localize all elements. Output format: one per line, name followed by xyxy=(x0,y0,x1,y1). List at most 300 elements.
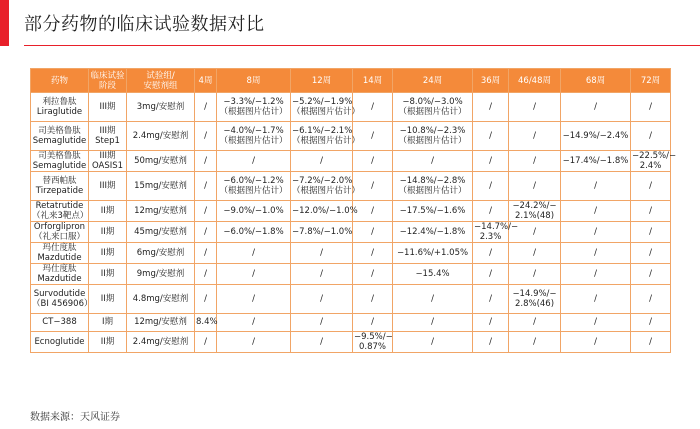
cell-text: / xyxy=(649,317,652,328)
column-header-text: 24周 xyxy=(422,75,443,86)
table-cell xyxy=(509,331,561,352)
table-cell xyxy=(561,151,631,172)
table-cell xyxy=(393,285,473,314)
table-cell xyxy=(195,201,217,222)
cell-text: / xyxy=(533,317,536,328)
cell-text: −12.0%/−1.0% xyxy=(292,206,358,216)
table-cell xyxy=(89,264,127,285)
drug-name-cell xyxy=(31,222,89,243)
table-cell xyxy=(217,314,291,332)
table-row xyxy=(31,122,671,151)
cell-text: / xyxy=(371,227,374,237)
column-header-text: 试验组/ xyxy=(146,70,175,81)
cell-text: / xyxy=(252,269,255,279)
cell-text: III期 xyxy=(99,181,116,191)
table-cell xyxy=(473,331,509,352)
cell-text: Mazdutide xyxy=(37,253,82,263)
table-cell xyxy=(217,172,291,201)
column-header-text: 阶段 xyxy=(98,80,116,91)
table-cell xyxy=(89,314,127,332)
table-cell xyxy=(195,151,217,172)
column-header-text: 临床试验 xyxy=(90,70,125,81)
column-header-text: 46/48周 xyxy=(518,75,551,86)
table-cell xyxy=(631,172,671,201)
cell-text: / xyxy=(594,294,597,304)
table-cell xyxy=(195,222,217,243)
table-cell xyxy=(217,222,291,243)
cell-text: −8.0%/−3.0% xyxy=(402,97,463,107)
cell-text: Orforglipron xyxy=(33,222,86,232)
table-cell xyxy=(393,201,473,222)
cell-text: / xyxy=(371,206,374,216)
cell-text: −14.9%/−2.4% xyxy=(562,131,629,141)
table-cell xyxy=(353,151,393,172)
cell-text: / xyxy=(489,294,492,304)
cell-text: / xyxy=(320,317,323,328)
cell-text: / xyxy=(489,131,492,141)
cell-text: −9.0%/−1.0% xyxy=(223,206,284,216)
table-cell xyxy=(217,93,291,122)
table-cell xyxy=(509,201,561,222)
table-cell xyxy=(393,151,473,172)
cell-text: / xyxy=(204,181,207,191)
cell-text: / xyxy=(204,206,207,216)
cell-text: 12mg/安慰剂 xyxy=(134,317,187,328)
cell-text: / xyxy=(204,131,207,141)
cell-text: 2.3% xyxy=(479,232,502,242)
table-cell xyxy=(473,285,509,314)
cell-text: Mazdutide xyxy=(37,274,82,284)
cell-text: / xyxy=(533,102,536,112)
cell-text: （根据图片估计） xyxy=(219,136,288,146)
cell-text: Semaglutide xyxy=(32,136,87,146)
table-cell xyxy=(195,122,217,151)
drug-name-cell xyxy=(31,331,89,352)
table-cell xyxy=(393,243,473,264)
table-cell xyxy=(89,331,127,352)
table-row xyxy=(31,243,671,264)
column-header-text: 36周 xyxy=(480,75,501,86)
cell-text: （根据图片估计） xyxy=(398,186,467,196)
table-cell xyxy=(217,122,291,151)
table-cell xyxy=(217,243,291,264)
cell-text: / xyxy=(533,269,536,279)
cell-text: / xyxy=(371,317,374,328)
table-cell xyxy=(561,314,631,332)
table-cell xyxy=(561,93,631,122)
table-cell xyxy=(631,243,671,264)
cell-text: / xyxy=(252,317,255,328)
column-header xyxy=(89,69,127,93)
cell-text: −14.8%/−2.8% xyxy=(399,176,466,186)
table-cell xyxy=(89,172,127,201)
table-cell xyxy=(353,314,393,332)
cell-text: III期 xyxy=(99,151,116,161)
cell-text: Step1 xyxy=(95,136,120,146)
cell-text: / xyxy=(533,181,536,191)
table-cell xyxy=(217,285,291,314)
cell-text: 2.4mg/安慰剂 xyxy=(132,131,189,141)
cell-text: −6.0%/−1.2% xyxy=(223,176,284,186)
table-cell xyxy=(509,314,561,332)
cell-text: −9.5%/− xyxy=(354,331,393,342)
table-row xyxy=(31,151,671,172)
cell-text: 玛仕度肽 xyxy=(42,243,77,253)
cell-text: / xyxy=(204,336,207,347)
table-cell xyxy=(291,243,353,264)
table-cell xyxy=(473,93,509,122)
cell-text: / xyxy=(371,131,374,141)
drug-name-cell xyxy=(31,264,89,285)
column-header-text: 12周 xyxy=(311,75,332,86)
cell-text: 3mg/安慰剂 xyxy=(136,102,185,112)
table-cell xyxy=(89,151,127,172)
cell-text: Ecnoglutide xyxy=(34,336,85,347)
table-cell xyxy=(127,331,195,352)
table-cell xyxy=(89,201,127,222)
table-cell xyxy=(631,264,671,285)
cell-text: / xyxy=(649,336,652,347)
cell-text: −24.2%/− xyxy=(512,201,557,211)
cell-text: 45mg/安慰剂 xyxy=(134,227,187,237)
cell-text: / xyxy=(489,156,492,166)
table-cell xyxy=(195,172,217,201)
cell-text: / xyxy=(320,248,323,258)
table-cell xyxy=(561,264,631,285)
drug-name-cell xyxy=(31,285,93,314)
table-cell xyxy=(127,243,195,264)
table-cell xyxy=(127,222,195,243)
table-cell xyxy=(89,222,127,243)
table-cell xyxy=(631,314,671,332)
drug-name-cell xyxy=(31,243,89,264)
cell-text: −10.8%/−2.3% xyxy=(399,126,466,136)
cell-text: / xyxy=(252,156,255,166)
cell-text: −5.2%/−1.9% xyxy=(292,97,353,107)
table-cell xyxy=(393,314,473,332)
cell-text: III期 xyxy=(99,102,116,112)
cell-text: / xyxy=(320,269,323,279)
drug-name-cell xyxy=(31,93,89,122)
cell-text: 8.4% xyxy=(196,317,218,328)
column-header xyxy=(291,69,353,93)
table-cell xyxy=(217,264,291,285)
cell-text: I期 xyxy=(101,317,113,328)
table-cell xyxy=(561,201,631,222)
table-cell xyxy=(127,172,195,201)
cell-text: −6.1%/−2.1% xyxy=(292,126,353,136)
table-cell xyxy=(353,285,393,314)
cell-text: / xyxy=(204,269,207,279)
table-cell xyxy=(561,243,631,264)
table-cell xyxy=(353,222,393,243)
table-cell xyxy=(217,331,291,352)
table-header-row xyxy=(31,69,671,93)
cell-text: −22.5%/− xyxy=(632,151,677,161)
cell-text: / xyxy=(252,248,255,258)
cell-text: II期 xyxy=(100,206,115,216)
table-cell xyxy=(291,331,353,352)
cell-text: / xyxy=(594,269,597,279)
cell-text: / xyxy=(649,248,652,258)
table-cell xyxy=(127,314,195,332)
cell-text: （根据图片估计） xyxy=(292,186,361,196)
table-cell xyxy=(509,264,561,285)
column-header xyxy=(631,69,671,93)
cell-text: −3.3%/−1.2% xyxy=(223,97,284,107)
column-header-text: 8周 xyxy=(246,75,261,86)
cell-text: / xyxy=(649,102,652,112)
cell-text: （根据图片估计） xyxy=(292,136,361,146)
column-header-text: 安慰剂组 xyxy=(143,80,178,91)
table-cell xyxy=(631,93,671,122)
table-cell xyxy=(473,122,509,151)
cell-text: / xyxy=(489,317,492,328)
table-cell xyxy=(509,122,561,151)
table-row xyxy=(31,264,671,285)
table-cell xyxy=(473,222,519,243)
cell-text: Retatrutide xyxy=(35,201,84,211)
table-cell xyxy=(631,122,671,151)
cell-text: / xyxy=(649,227,652,237)
table-cell xyxy=(561,222,631,243)
table-cell xyxy=(509,172,561,201)
cell-text: / xyxy=(649,269,652,279)
cell-text: −17.5%/−1.6% xyxy=(399,206,466,216)
cell-text: / xyxy=(594,206,597,216)
table-cell xyxy=(393,331,473,352)
data-source-note: 数据来源：天风证券 xyxy=(30,412,120,423)
cell-text: / xyxy=(533,336,536,347)
table-cell xyxy=(509,243,561,264)
cell-text: / xyxy=(371,248,374,258)
cell-text: / xyxy=(594,181,597,191)
table-cell xyxy=(195,264,217,285)
cell-text: / xyxy=(489,336,492,347)
table-cell xyxy=(127,264,195,285)
cell-text: / xyxy=(649,294,652,304)
table-row xyxy=(31,222,671,243)
cell-text: （根据图片估计） xyxy=(219,107,288,117)
cell-text: Semaglutide xyxy=(32,161,87,171)
table-cell xyxy=(631,285,671,314)
table-cell xyxy=(291,285,353,314)
cell-text: −17.4%/−1.8% xyxy=(562,156,629,166)
cell-text: / xyxy=(431,294,434,304)
cell-text: / xyxy=(204,156,207,166)
table-cell xyxy=(353,243,393,264)
cell-text: 50mg/安慰剂 xyxy=(134,156,187,166)
cell-text: / xyxy=(594,227,597,237)
cell-text: / xyxy=(371,102,374,112)
cell-text: / xyxy=(431,336,434,347)
table-cell xyxy=(561,172,631,201)
cell-text: / xyxy=(489,206,492,216)
column-header xyxy=(393,69,473,93)
cell-text: / xyxy=(649,181,652,191)
column-header-text: 药物 xyxy=(50,75,68,86)
table-cell xyxy=(473,314,509,332)
cell-text: 2.1%(48) xyxy=(514,211,555,221)
column-header-text: 68周 xyxy=(585,75,606,86)
cell-text: −4.0%/−1.7% xyxy=(223,126,284,136)
cell-text: / xyxy=(204,294,207,304)
cell-text: / xyxy=(533,227,536,237)
table-cell xyxy=(217,201,291,222)
drug-name-cell xyxy=(31,122,89,151)
cell-text: / xyxy=(594,317,597,328)
table-cell xyxy=(291,314,353,332)
cell-text: / xyxy=(489,181,492,191)
table-cell xyxy=(393,172,473,201)
table-cell xyxy=(509,285,561,314)
table-cell xyxy=(89,122,127,151)
cell-text: −14.7%/− xyxy=(474,222,519,232)
cell-text: −14.9%/− xyxy=(512,289,557,299)
cell-text: / xyxy=(533,156,536,166)
table-cell xyxy=(291,151,353,172)
table-cell xyxy=(195,243,217,264)
cell-text: Liraglutide xyxy=(36,107,83,117)
table-row xyxy=(31,314,671,332)
cell-text: （根据图片估计） xyxy=(398,107,467,117)
column-header-text: 14周 xyxy=(362,75,383,86)
table-cell xyxy=(217,151,291,172)
title-divider xyxy=(24,45,700,46)
column-header xyxy=(217,69,291,93)
cell-text: −11.6%/+1.05% xyxy=(396,248,469,258)
cell-text: OASIS1 xyxy=(91,161,124,171)
table-cell xyxy=(631,151,677,172)
cell-text: / xyxy=(649,206,652,216)
table-cell xyxy=(89,93,127,122)
cell-text: / xyxy=(489,248,492,258)
cell-text: 司美格鲁肽 xyxy=(38,151,81,161)
cell-text: / xyxy=(371,269,374,279)
cell-text: / xyxy=(594,102,597,112)
table-cell xyxy=(353,264,393,285)
cell-text: （礼来口服） xyxy=(33,232,85,242)
cell-text: 15mg/安慰剂 xyxy=(134,181,187,191)
table-cell xyxy=(561,285,631,314)
cell-text: / xyxy=(533,248,536,258)
cell-text: / xyxy=(594,248,597,258)
table-row xyxy=(31,93,671,122)
cell-text: 6mg/安慰剂 xyxy=(136,248,185,258)
cell-text: （根据图片估计） xyxy=(398,136,467,146)
drug-name-cell xyxy=(31,172,89,201)
table-cell xyxy=(127,201,195,222)
cell-text: −6.0%/−1.8% xyxy=(223,227,284,237)
table-row xyxy=(31,201,671,222)
table-cell xyxy=(473,243,509,264)
cell-text: / xyxy=(320,156,323,166)
cell-text: / xyxy=(252,294,255,304)
table-row xyxy=(31,331,671,352)
cell-text: / xyxy=(204,102,207,112)
table-cell xyxy=(353,331,393,352)
cell-text: II期 xyxy=(100,336,115,347)
cell-text: 2.4mg/安慰剂 xyxy=(132,336,189,347)
cell-text: 替西帕肽 xyxy=(42,176,77,186)
table-cell xyxy=(509,93,561,122)
table-cell xyxy=(631,201,671,222)
cell-text: / xyxy=(204,227,207,237)
clinical-trial-table xyxy=(30,68,677,353)
table-cell xyxy=(127,285,195,314)
cell-text: （BI 456906） xyxy=(32,299,93,309)
cell-text: / xyxy=(431,156,434,166)
table-cell xyxy=(127,93,195,122)
cell-text: 0.87% xyxy=(358,341,386,352)
table-cell xyxy=(291,172,361,201)
column-header-text: 72周 xyxy=(640,75,661,86)
cell-text: Tirzepatide xyxy=(35,186,84,196)
table-cell xyxy=(195,314,217,332)
cell-text: 玛仕度肽 xyxy=(42,264,77,274)
cell-text: II期 xyxy=(100,248,115,258)
cell-text: 4.8mg/安慰剂 xyxy=(132,294,189,304)
cell-text: 利拉鲁肽 xyxy=(42,97,77,107)
title-accent-bar xyxy=(0,0,9,46)
cell-text: / xyxy=(489,102,492,112)
drug-name-cell xyxy=(31,314,89,332)
table-cell xyxy=(473,264,509,285)
table-cell xyxy=(393,222,473,243)
table-cell xyxy=(291,93,361,122)
cell-text: / xyxy=(371,156,374,166)
cell-text: （根据图片估计） xyxy=(219,186,288,196)
table-cell xyxy=(127,151,195,172)
cell-text: 12mg/安慰剂 xyxy=(134,206,187,216)
table-row xyxy=(31,172,671,201)
cell-text: / xyxy=(320,336,323,347)
cell-text: / xyxy=(489,269,492,279)
column-header-text: 4周 xyxy=(198,75,213,86)
cell-text: 司美格鲁肽 xyxy=(38,126,81,136)
table-cell xyxy=(353,201,393,222)
column-header xyxy=(509,69,561,93)
page-title: 部分药物的临床试验数据对比 xyxy=(24,14,265,35)
table-row xyxy=(31,285,671,314)
cell-text: / xyxy=(252,336,255,347)
table-cell xyxy=(393,93,473,122)
cell-text: / xyxy=(320,294,323,304)
table-cell xyxy=(473,151,509,172)
cell-text: （礼来3靶点） xyxy=(32,211,89,221)
cell-text: / xyxy=(371,181,374,191)
table-cell xyxy=(631,331,671,352)
cell-text: −15.4% xyxy=(415,269,450,279)
cell-text: 2.8%(46) xyxy=(514,299,555,309)
trial-table-container xyxy=(30,68,677,353)
table-cell xyxy=(291,222,353,243)
table-cell xyxy=(291,264,353,285)
drug-name-cell xyxy=(31,201,89,222)
table-cell xyxy=(195,331,217,352)
cell-text: （根据图片估计） xyxy=(292,107,361,117)
table-cell xyxy=(291,201,358,222)
column-header xyxy=(127,69,195,93)
cell-text: −7.2%/−2.0% xyxy=(292,176,353,186)
column-header xyxy=(561,69,631,93)
cell-text: III期 xyxy=(99,126,116,136)
table-cell xyxy=(509,151,561,172)
table-cell xyxy=(195,93,217,122)
cell-text: II期 xyxy=(100,294,115,304)
column-header xyxy=(353,69,393,93)
table-cell xyxy=(473,172,509,201)
